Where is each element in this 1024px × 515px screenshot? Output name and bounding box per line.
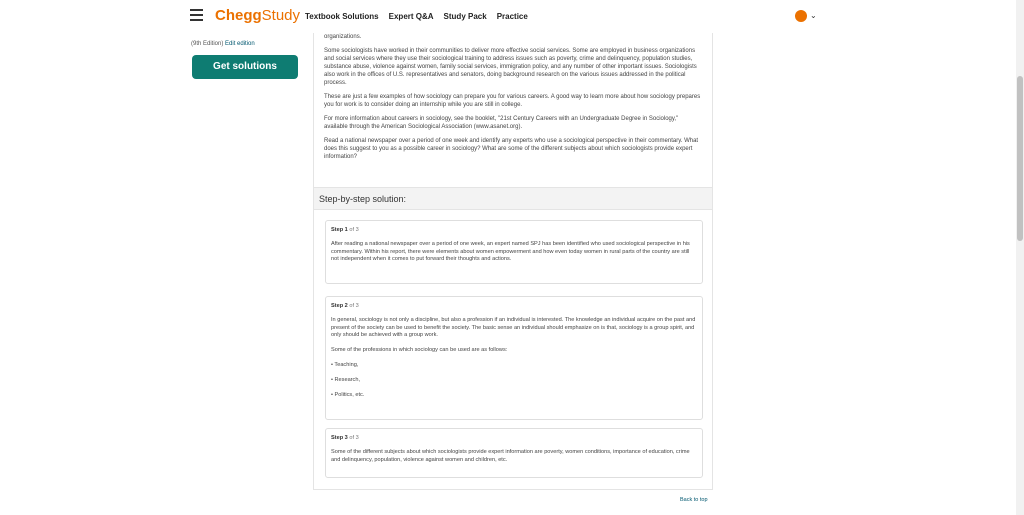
book-edition [191, 41, 301, 47]
step-text: In general, sociology is not only a discipline, but also a profession if an individual is interested. The knowledge an individual acquire on the past and present of the society can be used to benefit the society. The basic sense an individual should emphasize on is that, sociology is a group spirit, and only should be achieved with a group work. [331, 316, 696, 339]
question-paragraph: These are just a few examples of how sociology can prepare you for various careers. A good way to learn more about how sociology prepares you for work is to consider doing an internship while you are still in college. [324, 94, 701, 108]
step-label [331, 435, 697, 443]
chevron-down-icon: ⌄ [810, 11, 817, 20]
step-text: Some of the different subjects about which sociologists provide expert information are poverty, women conditions, importance of education, crime and delinquency, population, violence against women and children, etc. [331, 448, 690, 463]
solution-step-1 [325, 220, 703, 284]
nav-textbook-solutions[interactable]: Textbook Solutions [305, 12, 379, 21]
step-count: of 3 [349, 227, 359, 233]
step-list-item: • Research, [331, 376, 361, 383]
step-text: After reading a national newspaper over a period of one week, an expert named SPJ has been identified who used sociological perspective in his commentary. Within his report, there were elements about women empowerment and how even today women in rural parts of the country are still not independent when it comes to put forward their thoughts and actions. [331, 240, 690, 263]
logo-product: Study [261, 7, 301, 24]
solution-panel [313, 24, 713, 490]
solution-heading: Step-by-step solution: [314, 187, 712, 210]
step-count: of 3 [349, 303, 359, 309]
step-number: Step 1 [331, 227, 348, 233]
step-count: of 3 [349, 435, 359, 441]
logo-brand: Chegg [215, 7, 262, 24]
chegg-study-logo[interactable] [215, 7, 300, 25]
question-paragraph: Read a national newspaper over a period of one week and identify any experts who use a sociological perspective in their commentary. What does this suggest to you as a possible career in sociology? What are some of the different subjects about which sociologists provide expert information? [324, 138, 699, 160]
step-list-item: • Teaching, [331, 361, 359, 368]
nav-practice[interactable]: Practice [496, 12, 528, 21]
step-number: Step 3 [331, 435, 348, 441]
profile-menu[interactable] [795, 10, 817, 22]
solution-step-3 [325, 428, 703, 478]
avatar [795, 10, 807, 22]
question-paragraph: For more information about careers in sociology, see the booklet, "21st Century Careers with an Undergraduate Degree in Sociology," available through the American Sociological Association (www.asanet.org). [324, 116, 679, 130]
back-to-top-link[interactable]: Back to top [680, 497, 708, 503]
step-list-item: • Politics, etc. [331, 391, 365, 398]
scrollbar[interactable] [1016, 0, 1024, 515]
hamburger-menu-icon[interactable] [190, 9, 203, 21]
step-label [331, 227, 697, 235]
step-text: Some of the professions in which sociology can be used are as follows: [331, 347, 508, 354]
question-text [314, 24, 712, 186]
nav-study-pack[interactable]: Study Pack [443, 12, 487, 21]
nav-expert-qa[interactable]: Expert Q&A [388, 12, 434, 21]
get-solutions-button[interactable]: Get solutions [192, 55, 298, 79]
question-paragraph: Some sociologists have worked in their communities to deliver more effective social services. Some are employed in business organizations and social services where they use their sociological training to address issues such as poverty, crime and delinquency, population studies, substance abuse, violence against women, family social services, immigration policy, and any number of other important issues. Sociologists also work in the offices of U.S. representatives and senators, doing background research on the various issues addressed in the political process. [324, 48, 697, 86]
top-navigation-bar [0, 0, 1016, 33]
step-number: Step 2 [331, 303, 348, 309]
scrollbar-thumb[interactable] [1017, 76, 1023, 241]
edit-edition-link[interactable]: Edit edition [225, 41, 255, 47]
step-label [331, 303, 697, 311]
question-paragraph: organizations. [324, 34, 362, 40]
main-nav [305, 12, 528, 21]
solution-step-2 [325, 296, 703, 420]
edition-text: (9th Edition) [191, 41, 224, 47]
